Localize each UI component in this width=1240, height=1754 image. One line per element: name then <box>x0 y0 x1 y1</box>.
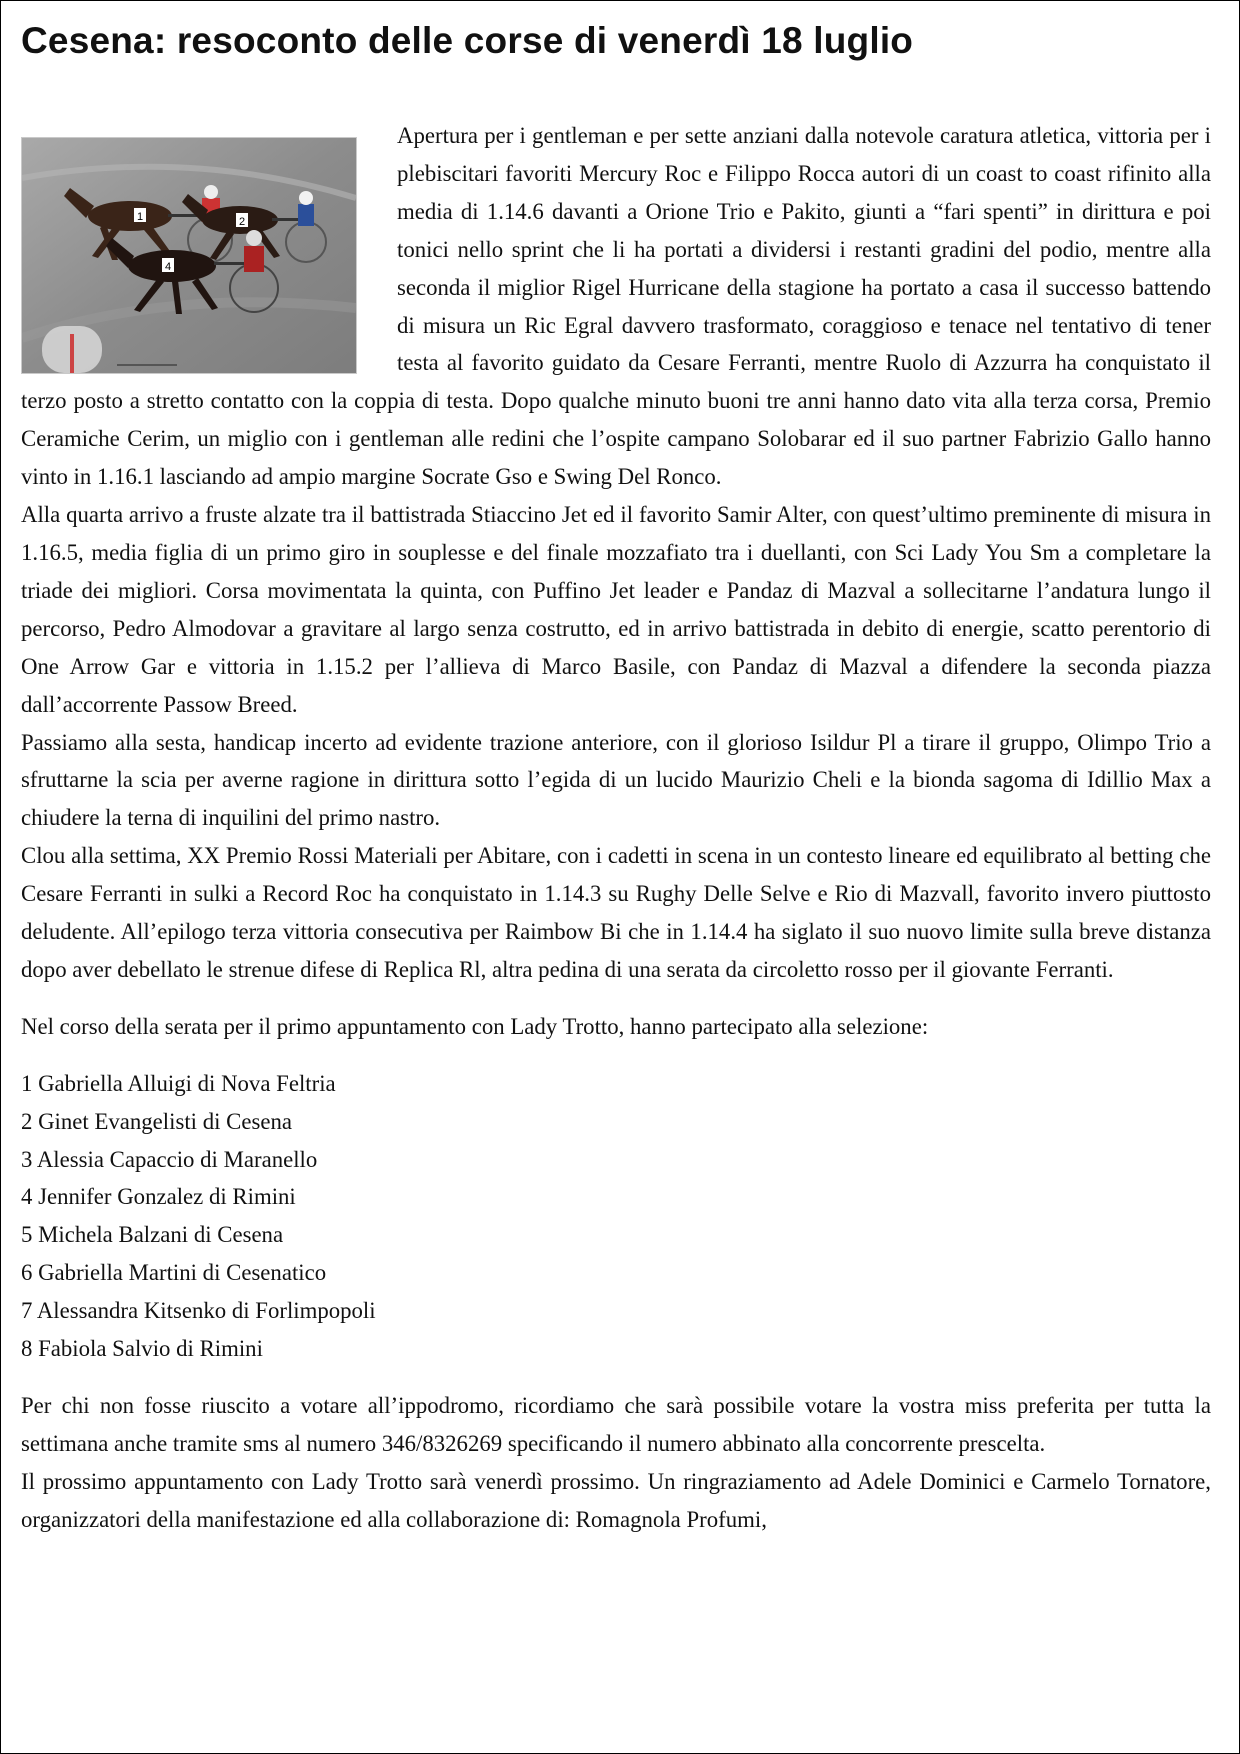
list-item: 2 Ginet Evangelisti di Cesena <box>21 1108 292 1134</box>
list-item: 5 Michela Balzani di Cesena <box>21 1222 284 1248</box>
paragraph: Per chi non fosse riuscito a votare all’ippodromo, ricordiamo che sarà possibile votare la vostra miss preferita per tutta la settimana anche tramite sms al numero 346/8326269 specificando il numero abbinato alla concorrente prescelta. <box>21 1393 1211 1456</box>
list-item: 4 Jennifer Gonzalez di Rimini <box>21 1184 296 1210</box>
article-title: Cesena: resoconto delle corse di venerdì 18 luglio <box>21 20 914 61</box>
list-item: 7 Alessandra Kitsenko di Forlimpopoli <box>21 1298 376 1324</box>
saddle-number-4: 4 <box>164 261 172 273</box>
paragraph: Alla quarta arrivo a fruste alzate tra il battistrada Stiaccino Jet ed il favorito Samir Alter, con quest’ultimo preminente di misura in 1.16.5, media figlia di un primo giro in souplesse e del finale mozzafiato tra i duellanti, con Sci Lady You Sm a completare la triade dei migliori. Corsa movimentata la quinta, con Puffino Jet leader e Pandaz di Mazval a sollecitarne l’andatura lungo il percorso, Pedro Almodovar a gravitare al largo senza costrutto, ed in arrivo battistrada in debito di energie, scatto perentorio di One Arrow Gar e vittoria in 1.15.2 per l’allieva di Marco Basile, con Pandaz di Mazval a difendere la seconda piazza dall’accorrente Passow Breed. <box>21 502 1211 717</box>
article-body <box>21 117 1211 1539</box>
list-item: 1 Gabriella Alluigi di Nova Feltria <box>21 1070 336 1096</box>
paragraph: Clou alla settima, XX Premio Rossi Materiali per Abitare, con i cadetti in scena in un contesto lineare ed equilibrato al betting che Cesare Ferranti in sulki a Record Roc ha conquistato in 1.14.3 su Rughy Delle Selve e Rio di Mazvall, favorito invero piuttosto deludente. All’epilogo terza vittoria consecutiva per Raimbow Bi che in 1.14.4 ha siglato il suo nuovo limite sulla breve distanza dopo aver debellato le strenue difese di Replica Rl, altra pedina di una serata da circoletto rosso per il giovante Ferranti. <box>21 843 1211 982</box>
saddle-number-1: 1 <box>136 211 144 223</box>
saddle-number-2: 2 <box>238 216 246 228</box>
harness-racing-photo <box>21 137 357 374</box>
harness-racing-photo-icon <box>22 138 356 373</box>
paragraph: Apertura per i gentleman e per sette anziani dalla notevole caratura atletica, vittoria per i plebiscitari favoriti Mercury Roc e Filippo Rocca autori di un coast to coast rifinito alla media di 1.14.6 davanti a Orione Trio e Pakito, giunti a “fari spenti” in dirittura e poi tonici nello sprint che li ha portati a dividersi i restanti gradini del podio, mentre alla seconda il miglior Rigel Hurricane della stagione ha portato a casa il successo battendo di misura un Ric Egral davvero trasformato, coraggioso e tenace nel tentativo di tener testa al favorito guidato da Cesare Ferranti, mentre Ruolo di Azzurra ha conquistato il terzo posto a stretto contatto con la coppia di testa. Dopo qualche minuto buoni tre anni hanno dato vita alla terza corsa, Premio Ceramiche Cerim, un miglio con i gentleman alle redini che l’ospite campano Solobarar ed il suo partner Fabrizio Gallo hanno vinto in 1.16.1 lasciando ad ampio margine Socrate Gso e Swing Del Ronco. <box>21 123 1211 490</box>
list-item: 3 Alessia Capaccio di Maranello <box>21 1146 318 1172</box>
selection-intro: Nel corso della serata per il primo appuntamento con Lady Trotto, hanno partecipato alla selezione: <box>21 1013 929 1039</box>
paragraph: Passiamo alla sesta, handicap incerto ad evidente trazione anteriore, con il glorioso Isildur Pl a tirare il gruppo, Olimpo Trio a sfruttarne la scia per averne ragione in dirittura sotto l’egida di un lucido Maurizio Cheli e la bionda sagoma di Idillio Max a chiudere la terna di inquilini del primo nastro. <box>21 729 1211 831</box>
participant-list <box>21 1065 1211 1368</box>
list-item: 8 Fabiola Salvio di Rimini <box>21 1336 263 1362</box>
paragraph: Il prossimo appuntamento con Lady Trotto sarà venerdì prossimo. Un ringraziamento ad Adele Dominici e Carmelo Tornatore, organizzatori della manifestazione ed alla collaborazione di: Romagnola Profumi, <box>21 1468 1211 1532</box>
list-item: 6 Gabriella Martini di Cesenatico <box>21 1260 327 1286</box>
